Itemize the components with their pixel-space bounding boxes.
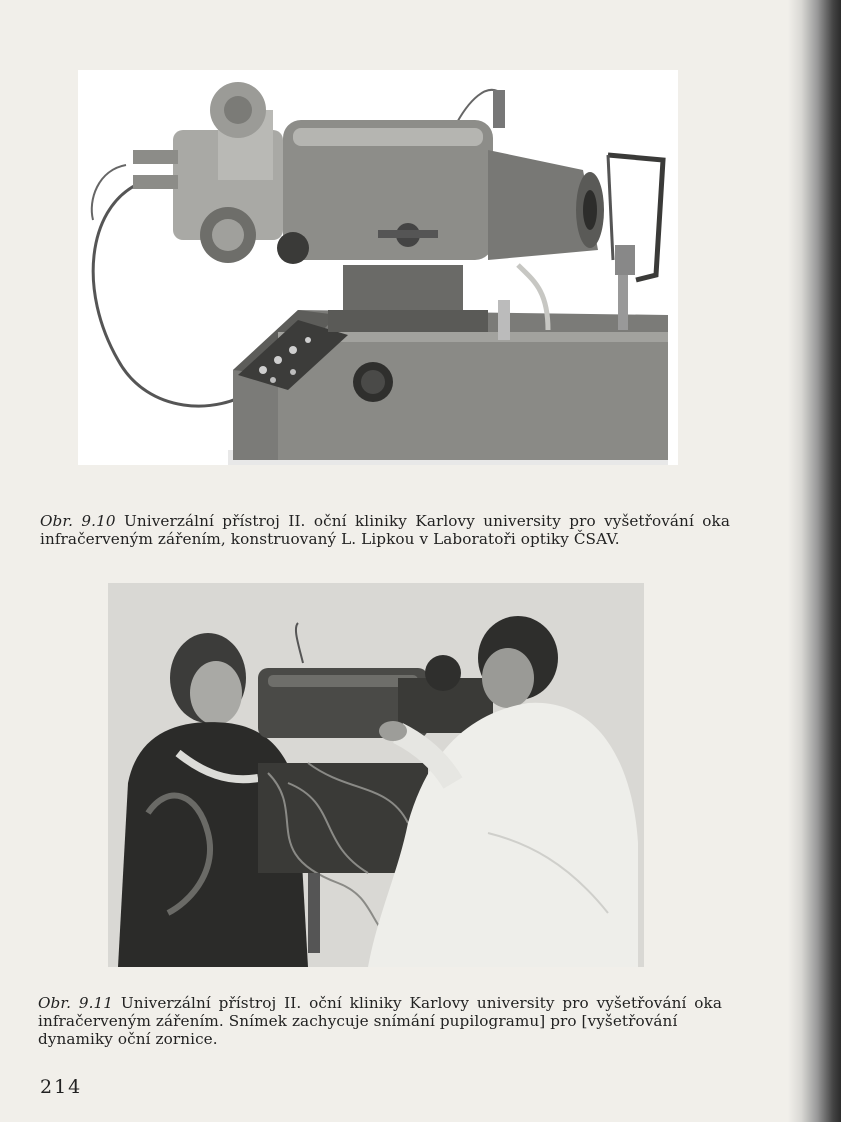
caption-text-9-10: Univerzální přístroj II. oční kliniky Karlovy university pro vyšetřování oka infračerveným zářením, konstruovaný L. Lipkou v Laboratoři optiky ČSAV. — [40, 512, 730, 548]
figure-caption-9-10 — [40, 512, 730, 548]
figure-number-9-10: Obr. 9.10 — [40, 512, 116, 530]
page-binding-shadow — [788, 0, 841, 1122]
figure-caption-9-11 — [38, 994, 722, 1048]
caption-last-line-9-11: dynamiky oční zornice. — [38, 1030, 218, 1048]
figure-instrument-photo — [78, 70, 678, 465]
examination-illustration — [108, 583, 644, 967]
instrument-illustration — [78, 70, 678, 465]
caption-text-9-11: Univerzální přístroj II. oční kliniky Karlovy university pro vyšetřování oka infračerveným zářením. Snímek zachycuje snímání pupilogramu] pro [vyšetřování — [38, 994, 722, 1030]
figure-number-9-11: Obr. 9.11 — [38, 994, 114, 1012]
page-number: 214 — [40, 1076, 83, 1098]
figure-examination-photo — [108, 583, 644, 967]
